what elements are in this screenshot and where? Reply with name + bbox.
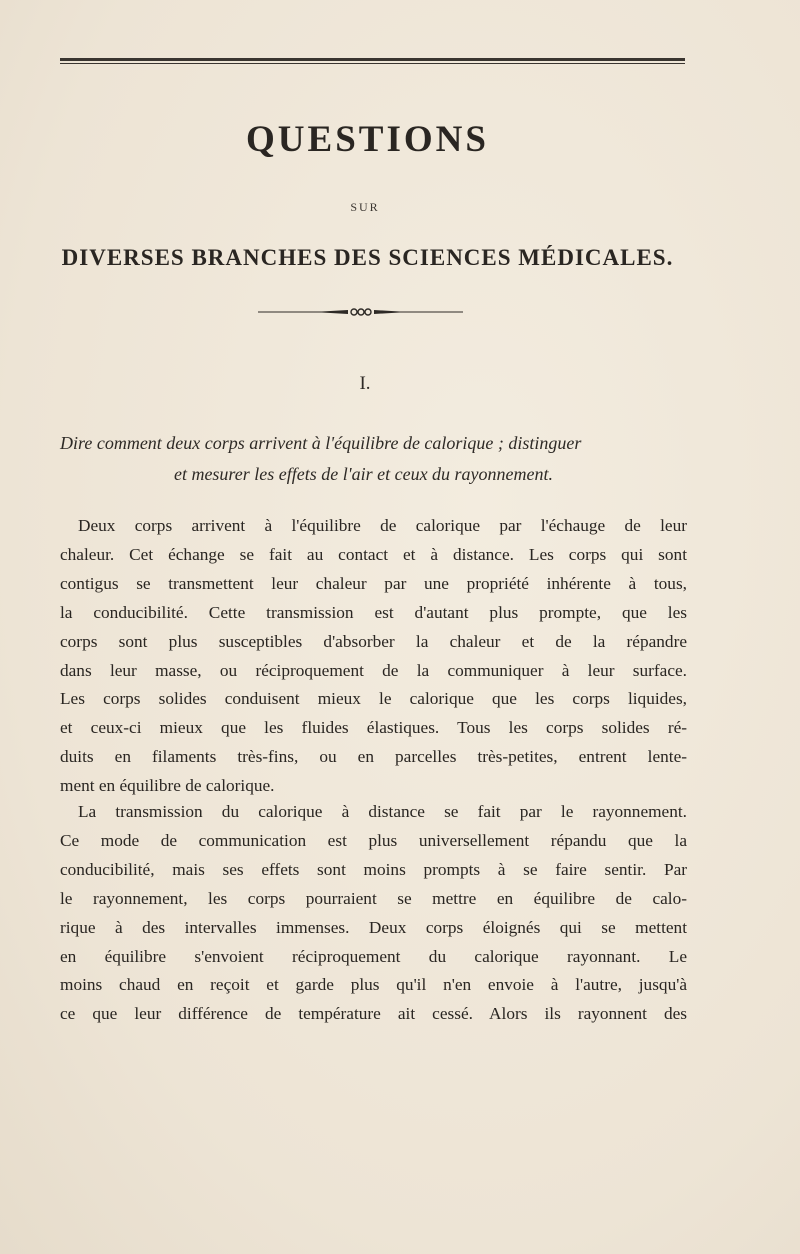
text-line: conducibilité, mais ses effets sont moins prompts à se faire sentir. Par: [60, 859, 687, 879]
text-line: ce que leur différence de température ait cessé. Alors ils rayonnent des: [60, 1004, 687, 1024]
text-line: moins chaud en reçoit et garde plus qu'il n'en envoie à l'autre, jusqu'à: [60, 975, 687, 995]
text-line: La transmission du calorique à distance se fait par le rayonnement.: [78, 802, 687, 821]
text-line: Deux corps arrivent à l'équilibre de calorique par l'échauge de leur: [78, 516, 687, 535]
text-line: Les corps solides conduisent mieux le calorique que les corps liquides,: [60, 689, 687, 709]
page-title: QUESTIONS: [246, 119, 489, 160]
text-line: la conducibilité. Cette transmission est d'autant plus prompte, que les: [60, 602, 687, 622]
text-line: chaleur. Cet échange se fait au contact et à distance. Les corps qui sont: [60, 544, 687, 564]
text-line: dans leur masse, ou réciproquement de la communiquer à leur surface.: [60, 660, 687, 680]
title-connector: SUR: [350, 200, 380, 214]
text-line: corps sont plus susceptibles d'absorber la chaleur et de la répandre: [60, 631, 687, 651]
page-subtitle: DIVERSES BRANCHES DES SCIENCES MÉDICALES.: [61, 245, 674, 270]
question-line: et mesurer les effets de l'air et ceux du rayonnement.: [173, 464, 554, 484]
text-line: Ce mode de communication est plus universellement répandu que la: [60, 830, 687, 850]
text-line: duits en filaments très-fins, ou en parcelles très-petites, entrent lente-: [60, 747, 687, 767]
paragraph-1: [60, 512, 687, 801]
text-line: et ceux-ci mieux que les fluides élastiques. Tous les corps solides ré-: [60, 718, 687, 738]
question-line: Dire comment deux corps arrivent à l'équilibre de calorique ; distinguer: [60, 433, 582, 453]
text-line: rique à des intervalles immenses. Deux corps éloignés qui se mettent: [60, 917, 687, 937]
text-line: contigus se transmettent leur chaleur par une propriété inhérente à tous,: [60, 573, 687, 593]
top-double-rule: [60, 58, 685, 64]
text-line: en équilibre s'envoient réciproquement du calorique rayonnant. Le: [60, 946, 687, 966]
text-line: le rayonnement, les corps pourraient se mettre en équilibre de calo-: [60, 888, 687, 908]
paragraph-2: [60, 798, 687, 1029]
text-line: ment en équilibre de calorique.: [60, 776, 275, 796]
ornamental-divider: [258, 306, 463, 318]
section-question: [60, 428, 687, 490]
section-number: I.: [359, 373, 371, 394]
